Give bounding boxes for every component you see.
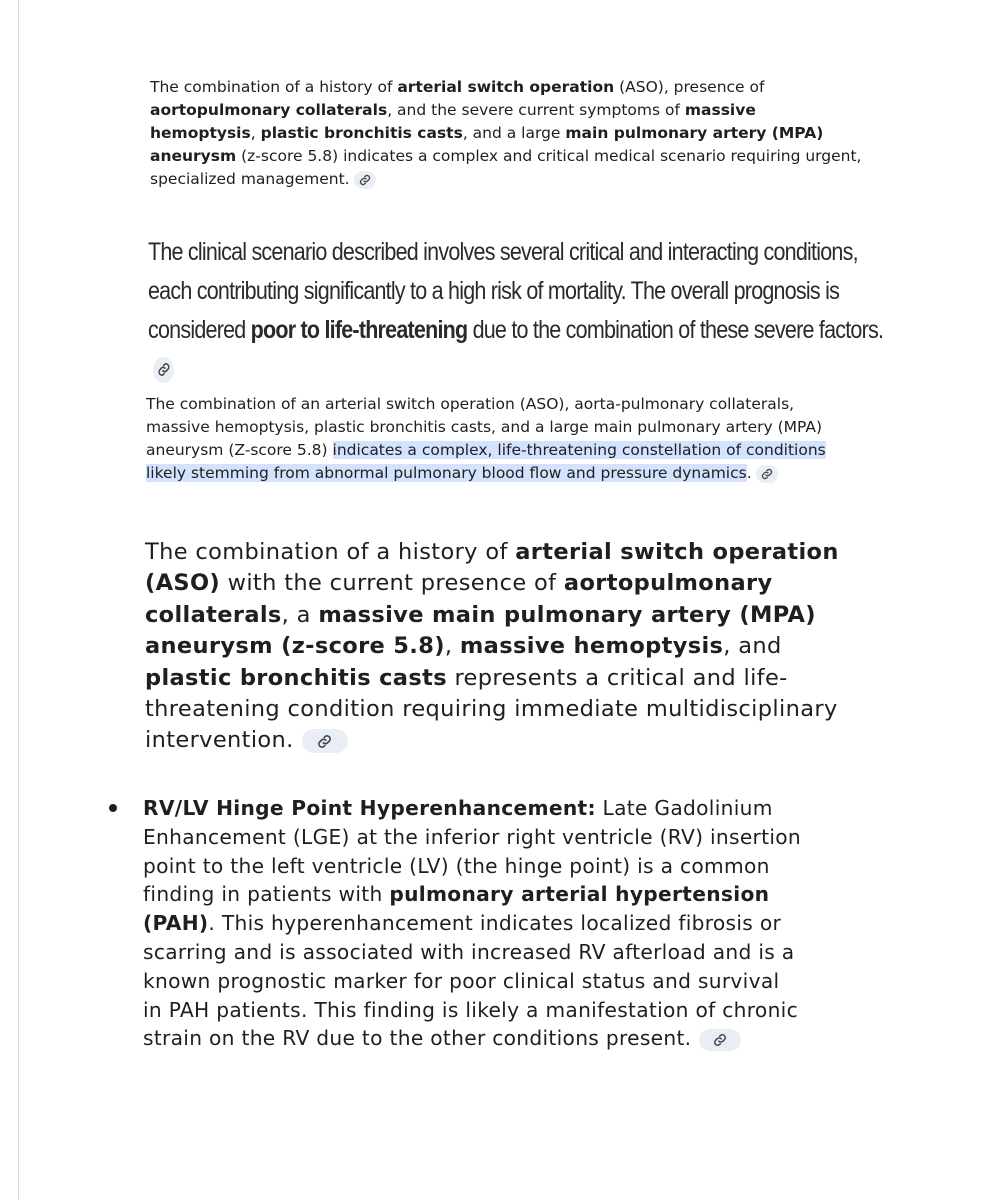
text: . This hyperenhancement indicates localized fibrosis or scarring and is associated with increased RV afterload and is a known prognostic marker for poor clinical status and survival in PAH patients. This finding is likely a manifestation of chronic strain on the RV due to the other conditions present. — [143, 911, 798, 1051]
link-icon — [317, 734, 332, 749]
text: , and the severe current symptoms of — [387, 101, 685, 119]
source-link-button[interactable] — [302, 729, 348, 753]
bold-term: plastic bronchitis casts — [260, 124, 463, 142]
bold-term: massive hemoptysis — [459, 633, 724, 660]
source-link-button[interactable] — [153, 357, 174, 383]
bold-term: plastic bronchitis casts — [145, 664, 447, 691]
bold-term: poor to life-threatening — [250, 316, 468, 344]
text: , — [444, 633, 460, 660]
bold-term: massive hemoptysis — [150, 101, 756, 142]
text: (z-score 5.8) indicates a complex and critical medical scenario requiring urgent, specialized management. — [150, 147, 862, 188]
text: , and a large — [462, 124, 566, 142]
bold-term: arterial switch operation (ASO) — [145, 539, 839, 597]
paragraph-3 — [146, 393, 846, 485]
bold-term: pulmonary arterial hypertension (PAH) — [143, 882, 770, 936]
paragraph-2 — [148, 233, 888, 389]
text: The combination of an arterial switch operation (ASO), aorta-pulmonary collaterals, massive hemoptysis, plastic bronchitis casts, and a large main pulmonary artery (MPA) aneurysm (Z-score 5.8) — [146, 395, 823, 459]
link-icon — [359, 174, 371, 186]
paragraph-1 — [150, 76, 862, 191]
bold-term: aortopulmonary collaterals — [150, 101, 388, 119]
bullet-marker — [109, 804, 117, 812]
text: due to the combination of these severe factors. — [467, 316, 884, 344]
text: with the current presence of — [220, 570, 564, 597]
text: represents a critical and life-threatening condition requiring immediate multidisciplinary intervention. — [145, 664, 838, 754]
text: The combination of a history of — [150, 78, 398, 96]
source-link-button[interactable] — [699, 1029, 741, 1051]
text: The combination of a history of — [145, 539, 516, 565]
text: , and — [723, 633, 782, 660]
text: Late Gadolinium Enhancement (LGE) at the inferior right ventricle (RV) insertion point to the left ventricle (LV) (the hinge point) is a common finding in patients with — [143, 796, 802, 907]
text: , — [250, 124, 261, 142]
text: , a — [281, 601, 319, 628]
link-icon — [157, 362, 170, 377]
paragraph-4 — [145, 537, 845, 757]
bullet-item — [143, 794, 803, 1053]
link-icon — [713, 1033, 727, 1047]
page-left-border — [18, 0, 19, 1200]
link-icon — [761, 468, 773, 480]
source-link-button[interactable] — [354, 171, 376, 189]
source-link-button[interactable] — [756, 465, 778, 483]
bold-term: main pulmonary artery (MPA) aneurysm — [150, 124, 824, 165]
bold-term: aortopulmonary collaterals — [145, 570, 773, 628]
text: . — [746, 464, 752, 482]
text: (ASO), presence of — [614, 78, 765, 96]
bold-term: RV/LV Hinge Point Hyperenhancement: — [143, 796, 596, 820]
bold-term: massive main pulmonary artery (MPA) aneurysm (z-score 5.8) — [145, 601, 816, 660]
bold-term: arterial switch operation — [397, 78, 615, 96]
text: The clinical scenario described involves several critical and interacting conditions, each contributing significantly to a high risk of mortality. The overall prognosis is considered — [148, 238, 858, 344]
highlighted-text[interactable]: indicates a complex, life-threatening constellation of conditions likely stemming from abnormal pulmonary blood flow and pressure dynamics — [146, 441, 826, 482]
